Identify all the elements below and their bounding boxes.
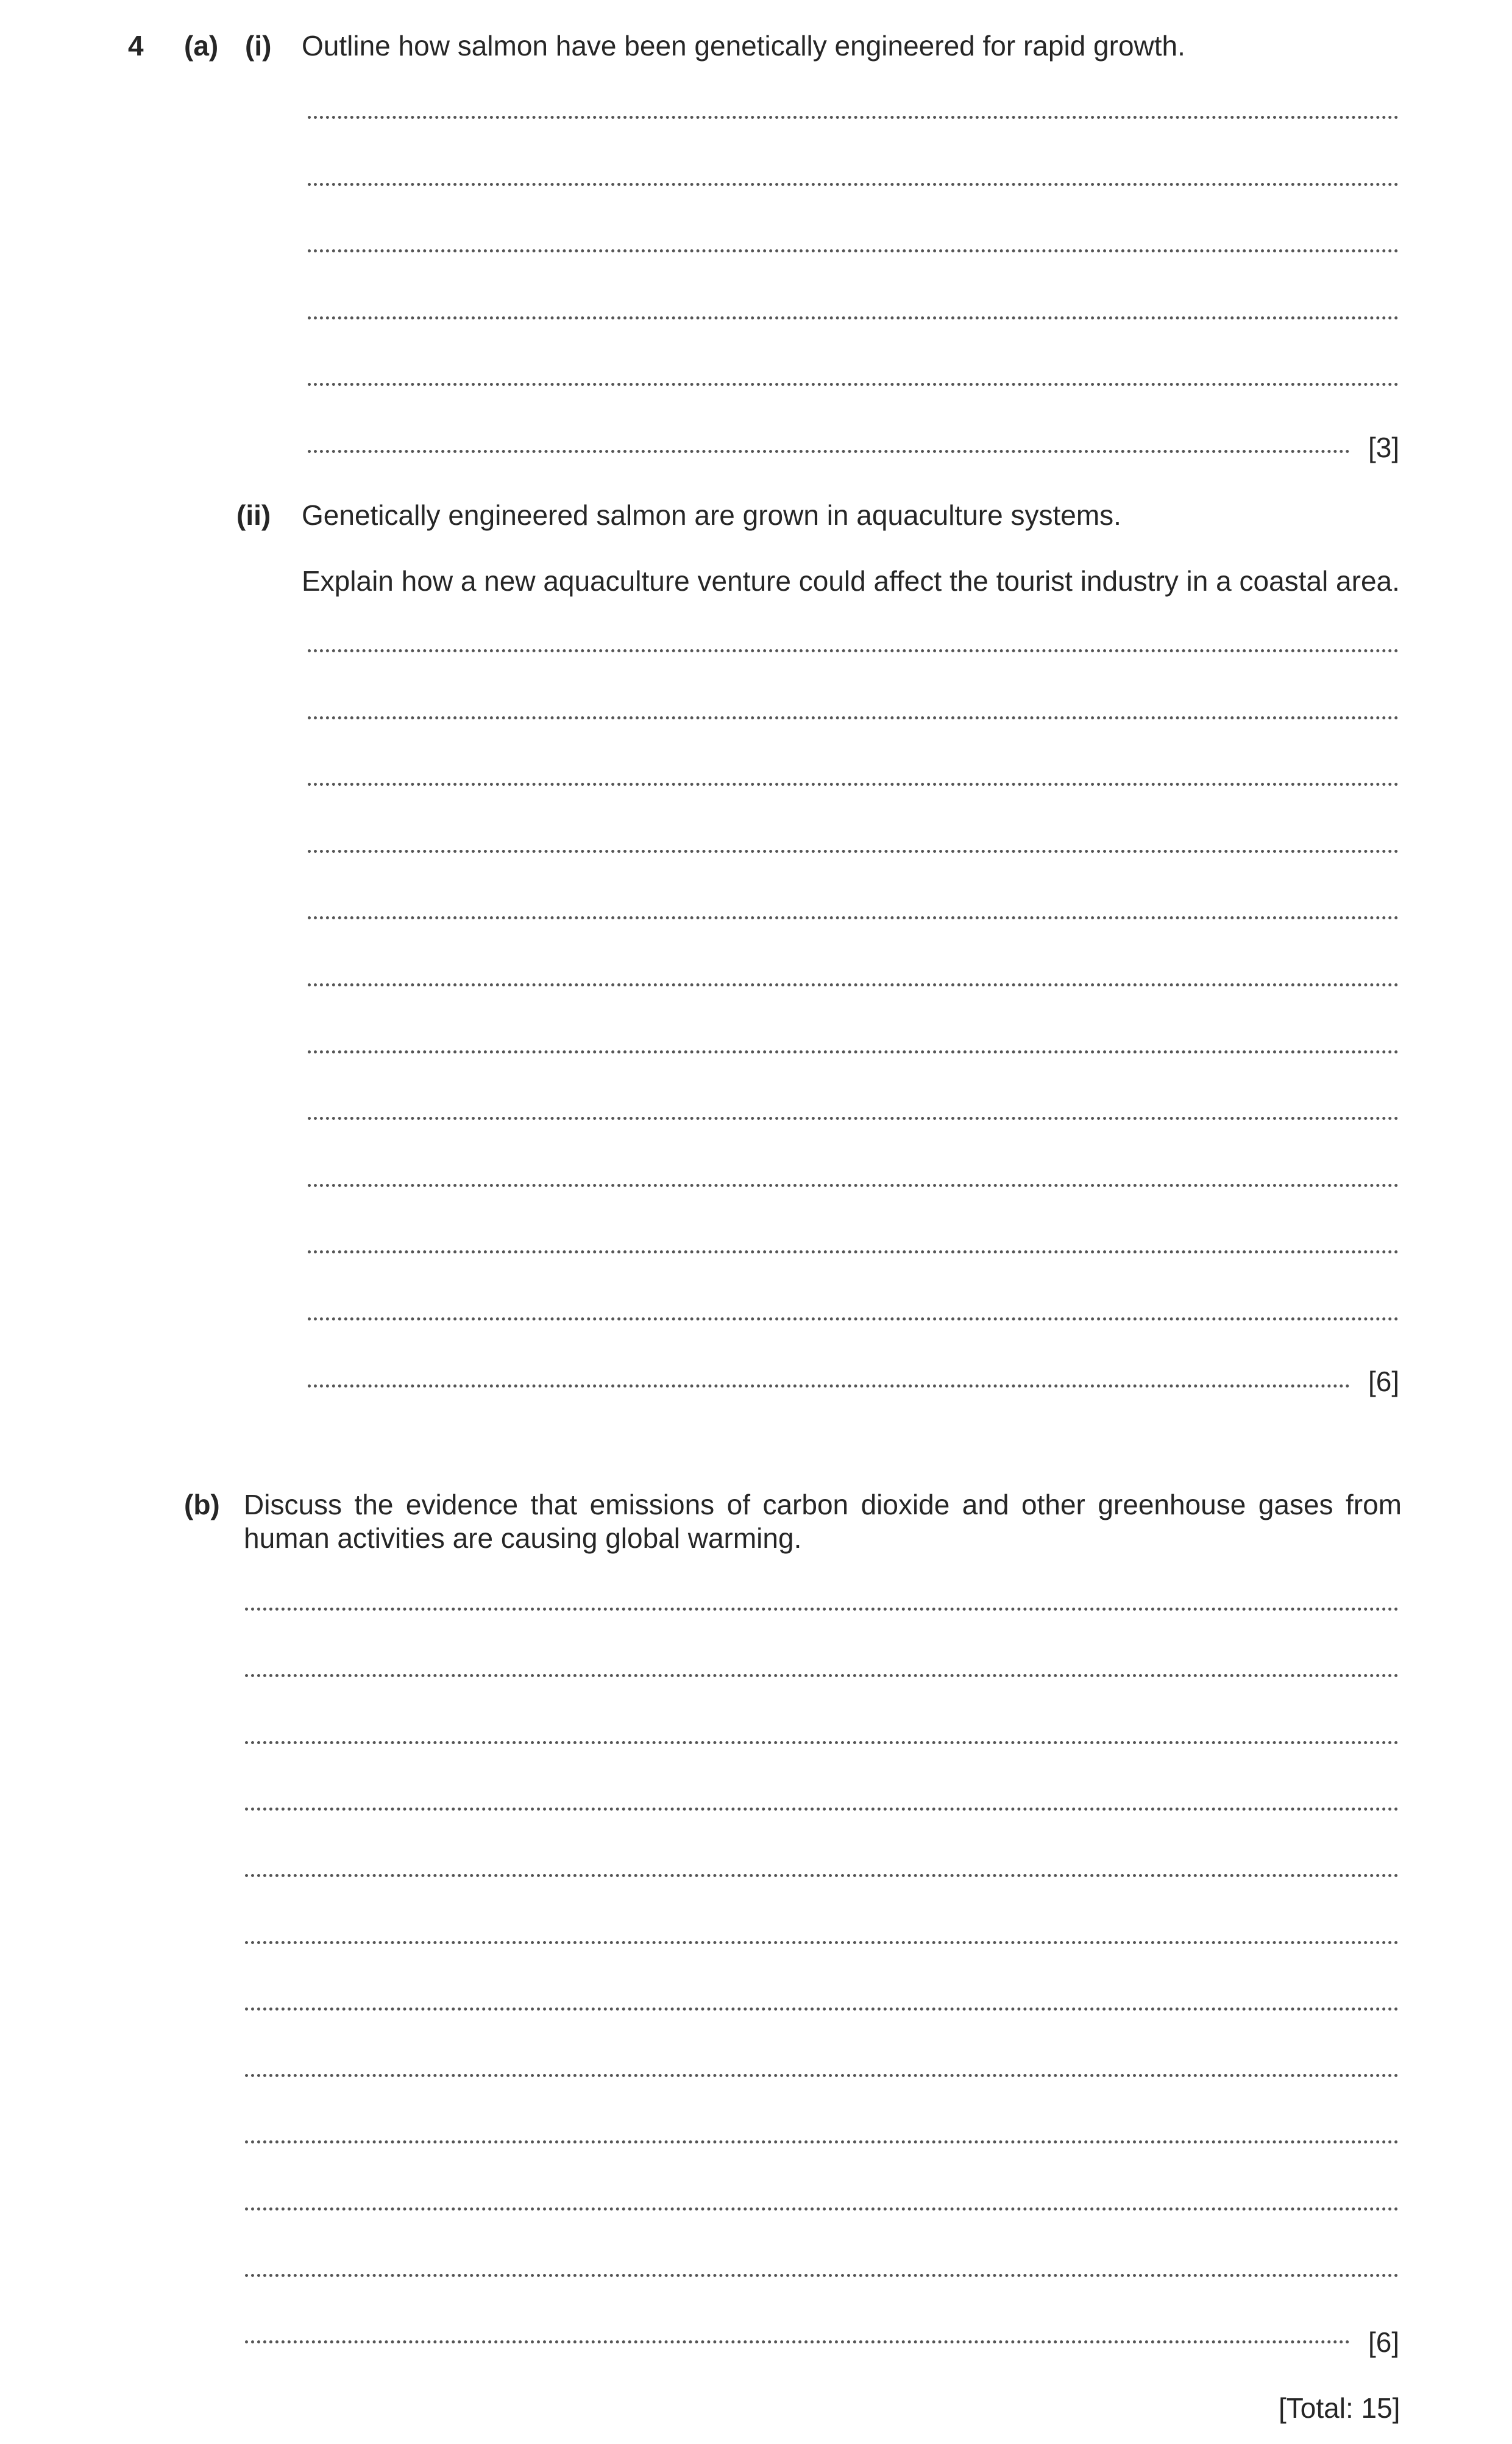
answer-line[interactable]	[245, 1741, 1399, 1744]
answer-line[interactable]	[308, 716, 1399, 719]
answer-line[interactable]	[308, 649, 1399, 652]
answer-line[interactable]	[308, 783, 1399, 786]
answer-line[interactable]	[308, 116, 1399, 119]
part-b-question-line1: Discuss the evidence that emissions of carbon dioxide and other greenhouse gases from	[244, 1489, 1402, 1520]
answer-line[interactable]	[245, 2274, 1399, 2277]
marks-b: [6]	[1368, 2326, 1400, 2358]
answer-line[interactable]	[308, 1384, 1350, 1388]
answer-line[interactable]	[245, 1608, 1399, 1611]
answer-line[interactable]	[308, 450, 1350, 453]
marks-a-i: [3]	[1368, 432, 1400, 463]
question-number: 4	[128, 30, 144, 62]
answer-line[interactable]	[308, 249, 1399, 252]
answer-line[interactable]	[245, 2140, 1399, 2143]
sub-ii-statement: Genetically engineered salmon are grown in aquaculture systems.	[302, 499, 1121, 531]
answer-line[interactable]	[245, 1808, 1399, 1811]
answer-line[interactable]	[308, 850, 1399, 853]
answer-line[interactable]	[245, 2340, 1350, 2343]
answer-line[interactable]	[308, 1250, 1399, 1253]
answer-line[interactable]	[308, 1184, 1399, 1187]
part-b-label: (b)	[184, 1489, 220, 1520]
sub-i-label: (i)	[245, 30, 272, 62]
answer-line[interactable]	[245, 2207, 1399, 2211]
answer-line[interactable]	[245, 1874, 1399, 1877]
answer-line[interactable]	[308, 383, 1399, 386]
answer-line[interactable]	[308, 916, 1399, 919]
answer-line[interactable]	[245, 2008, 1399, 2011]
answer-line[interactable]	[308, 983, 1399, 986]
sub-ii-label: (ii)	[236, 499, 271, 531]
sub-i-question-text: Outline how salmon have been genetically engineered for rapid growth.	[302, 30, 1185, 62]
answer-line[interactable]	[245, 1674, 1399, 1677]
part-b-question-line2: human activities are causing global warming.	[244, 1522, 802, 1554]
answer-line[interactable]	[308, 183, 1399, 186]
sub-ii-question-text: Explain how a new aquaculture venture could affect the tourist industry in a coastal area.	[302, 565, 1400, 597]
total-marks: [Total: 15]	[1279, 2392, 1400, 2424]
answer-line[interactable]	[245, 1941, 1399, 1944]
answer-line[interactable]	[308, 1050, 1399, 1053]
answer-line[interactable]	[308, 1317, 1399, 1320]
answer-line[interactable]	[308, 316, 1399, 319]
answer-line[interactable]	[245, 2074, 1399, 2077]
answer-line[interactable]	[308, 1117, 1399, 1120]
marks-a-ii: [6]	[1368, 1366, 1400, 1397]
part-a-label: (a)	[184, 30, 219, 62]
